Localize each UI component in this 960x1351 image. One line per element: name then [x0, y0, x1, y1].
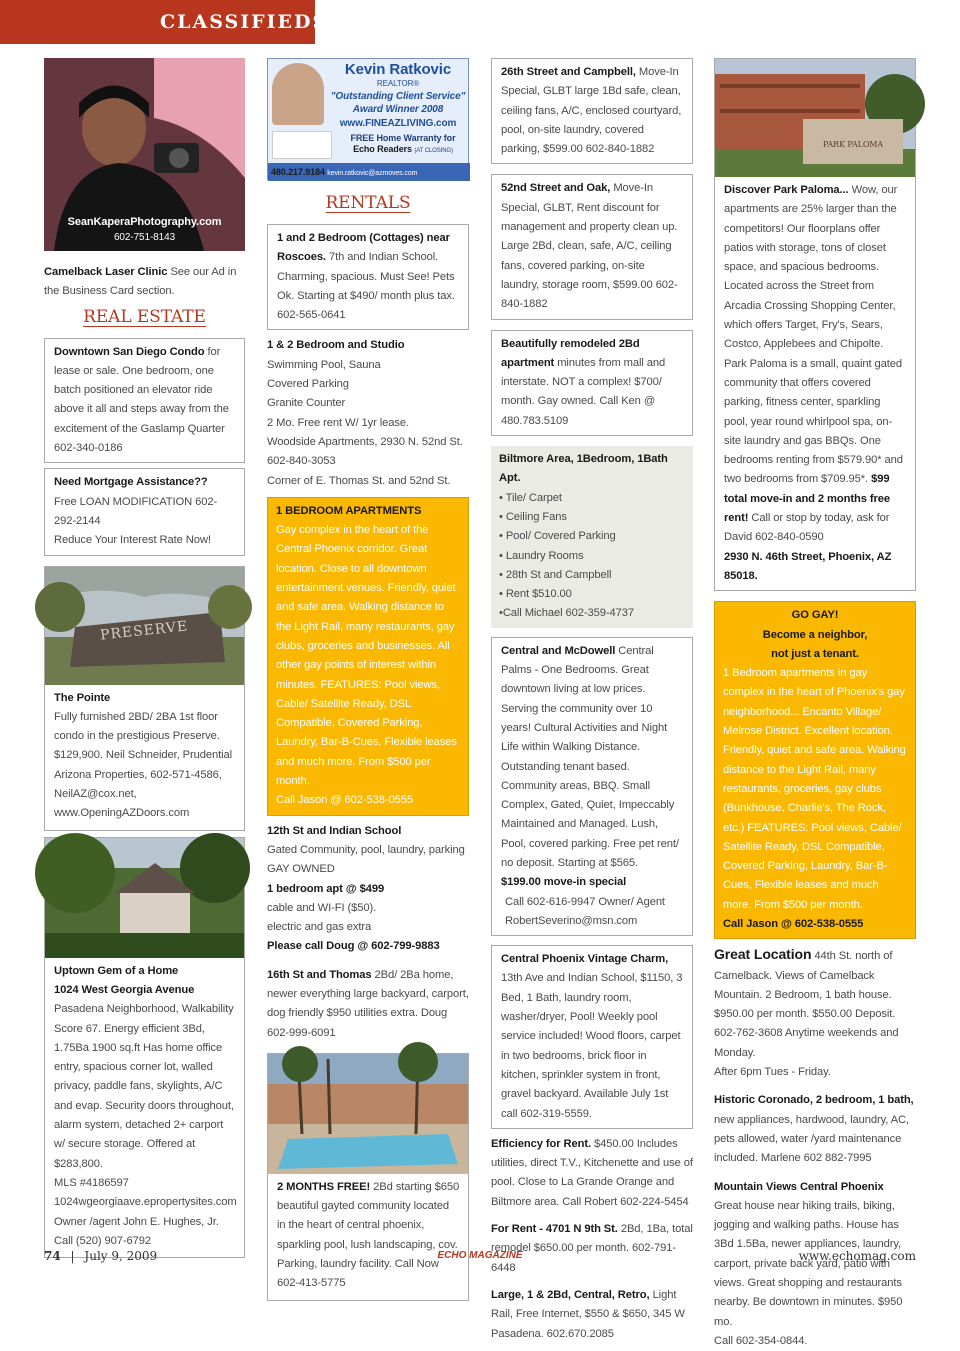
agent-phone: 480.217.9184: [271, 167, 325, 177]
sixteenth-ad: [267, 966, 469, 1043]
one-bedroom-ad: [267, 497, 469, 816]
remodeled-ad: [491, 330, 693, 436]
magazine-site[interactable]: www.echomag.com: [798, 1249, 916, 1263]
twelfth-line: electric and gas extra: [267, 921, 372, 934]
twelfth-price: 1 bedroom apt @ $499: [267, 882, 385, 895]
studio-line: Corner of E. Thomas St. and 52nd St.: [267, 474, 451, 487]
retro-ad: [491, 1286, 693, 1344]
biltmore-item: • Ceiling Fans: [499, 510, 567, 523]
pointe-title: The Pointe: [54, 691, 111, 704]
park-paloma-sign: PARK PALOMA: [822, 140, 884, 149]
studio-line: Swimming Pool, Sauna: [267, 358, 381, 371]
oak-body: Move-In Special, GLBT, Rent discount for management and property clean up. Large 2Bd, clean, safe, A/C, ceiling fans, covered parking, on-site laundry, storage room, $599.00 602-840-1882: [501, 182, 678, 311]
warranty-line1: FREE Home Warranty for: [350, 133, 456, 143]
sixteenth-body: 2Bd/ 2Ba home, newer everything large backyard, carport, dog friendly $950 utilities extra. Doug 602-999-6091: [267, 968, 469, 1039]
real-estate-heading: REAL ESTATE: [83, 306, 206, 327]
retro-body: Light Rail, Free Internet, $550 & $650, 345 W Pasadena. 602.670.2085: [491, 1288, 685, 1340]
pointe-ad: [44, 566, 245, 831]
uptown-body: Pasadena Neighborhood, Walkability Score 67. Energy efficient 3Bd, 1.75Ba 1900 sq.ft Has home office entry, spacious corner lot, walled privacy, paddle fans, skylights, A/C and evap. Security doors throughout, alarm system, detached 2+ carport w/ secure storage. Offered at $283,800.: [54, 1003, 234, 1170]
campbell-title: 26th Street and Campbell,: [501, 66, 636, 78]
park-paloma-title: Discover Park Paloma...: [724, 184, 849, 196]
mcdowell-title: Central and McDowell: [501, 644, 616, 657]
retro-title: Large, 1 & 2Bd, Central, Retro,: [491, 1288, 650, 1301]
uptown-title: Uptown Gem of a Home: [54, 964, 179, 977]
studio-line: Covered Parking: [267, 378, 349, 391]
one-bedroom-body: Gay complex in the heart of the Central Phoenix corridor. Great location. Close to all downtown entertainment venues. Friendly, quiet and safe area. Walking distance to the Light Rail, many restaurants, gay clubs, groceries and businesses. All other gay points of interest within minutes. FEATURES: Pool views, Cable/ Satellite Ready, DSL Compatible, Covered Parking, Laundry, Bar-B-Cues, Flexible leases and much more. From $500 per month.: [276, 524, 457, 788]
go-gay-ad: [714, 601, 916, 939]
efficiency-title: Efficiency for Rent.: [491, 1137, 591, 1150]
remodeled-body: minutes from mall and interstate. NOT a complex! $700/ month. Gay owned. Call Ken @ 480.783.5109: [501, 356, 666, 427]
park-paloma-ad: [714, 58, 916, 591]
mcdowell-body: Central Palms - One Bedrooms. Great downtown living at low prices. Serving the community over 10 years! Cultural Activities and Night Life within Walking Distance. Outstanding tenant based. Community areas, BBQ. Small Complex, Gated, Quiet, Impeccably Maintained and Managed. Lush, Pool, covered parking. Free pet rent/ no deposit. Starting at $565.: [501, 644, 679, 869]
campbell-body: Move-In Special, GLBT large 1Bd safe, clean, ceiling fans, A/C, enclosed courtyard, pool, on-site laundry, covered parking, $599.00 602-840-1882: [501, 66, 682, 156]
studio-line: Granite Counter: [267, 397, 346, 410]
go-gay-call: Call Jason @ 602-538-0555: [723, 917, 864, 930]
mountain-views-body: Great house near hiking trails, biking, jogging and walking paths. House has 3Bd 1.5Ba, newer appliances, laundry, carport, private back yard, patio with views. Great shopping and restaurants nearby. Be downtown in minutes. $950 mo.: [714, 1199, 903, 1328]
photographer-photo: [44, 58, 245, 251]
agent-award: Award Winner 2008: [352, 104, 444, 115]
biltmore-item: • Tile/ Carpet: [499, 491, 562, 504]
oak-title: 52nd Street and Oak,: [501, 182, 611, 195]
footer-separator: |: [70, 1249, 75, 1263]
park-paloma-photo: [715, 59, 915, 177]
efficiency-ad: [491, 1135, 693, 1212]
go-gay-subtitle: Become a neighbor,: [762, 628, 868, 641]
mortgage-line2: Reduce Your Interest Rate Now!: [54, 534, 211, 547]
agent-banner: [267, 58, 469, 180]
sixteenth-title: 16th St and Thomas: [267, 968, 372, 981]
vintage-title: Central Phoenix Vintage Charm,: [501, 953, 669, 966]
mortgage-ad: [44, 468, 245, 555]
agent-photo: [272, 63, 324, 125]
house-photo: [45, 838, 244, 958]
biltmore-item: • Laundry Rooms: [499, 549, 584, 562]
studio-line: 602-840-3053: [267, 455, 336, 468]
twelfth-call: Please call Doug @ 602-799-9883: [267, 940, 440, 953]
remodeled-title: Beautifully remodeled 2Bd apartment: [501, 337, 640, 369]
warranty-line2: [338, 144, 468, 157]
uptown-owner: Owner /agent John E. Hughes, Jr.: [54, 1215, 219, 1228]
twelfth-line: cable and WI-FI ($50).: [267, 901, 377, 914]
mortgage-line1: Free LOAN MODIFICATION 602-292-2144: [54, 495, 218, 527]
pointe-body: Fully furnished 2BD/ 2BA 1st floor condo in the prestigious Preserve. $129,900. Neil Schneider, Prudential Arizona Properties, 602-571-4586, NeilAZ@cox.net, www.OpeningAZDoors.com: [54, 710, 233, 820]
company-logos: [272, 131, 332, 159]
coronado-title: Historic Coronado, 2 bedroom, 1 bath,: [714, 1094, 914, 1107]
biltmore-title: Biltmore Area, 1Bedroom, 1Bath Apt.: [499, 453, 668, 485]
park-paloma-body: Wow, our apartments are 25% larger than the competitors! Our floorplans offer patios with storage, tons of closet space, and spacious bedrooms. Located across the Street from Arcadia Crossing Shopping Center, which offers Target, Fry's, Sears, Costco, Applebees and Chipolte. Park Paloma is a small, quaint gated community that offers covered parking, fitness center, sparkling pool, year round whirlpool spa, on-site laundry and gas BBQs. One bedrooms renting from $579.90* and two bedrooms from $709.95*.: [724, 184, 903, 486]
page-footer: [44, 1249, 916, 1265]
ninth-body: 2Bd, 1Ba, total remodel $650.00 per month. 602-791-6448: [491, 1223, 693, 1274]
coronado-ad: [714, 1091, 916, 1168]
agent-site: www.FINEAZLIVING.com: [339, 118, 457, 129]
classifieds-header: [0, 0, 329, 44]
twelfth-line: GAY OWNED: [267, 863, 335, 876]
agent-quote: "Outstanding Client Service": [330, 91, 466, 102]
preserve-photo: [45, 567, 244, 685]
warranty-closing: (AT CLOSING): [414, 148, 453, 154]
campbell-ad: [491, 58, 693, 164]
two-months-body: 2Bd starting $650 beautiful gayted community located in the heart of central phoenix, sparkling pool, lush landscaping, cov. Parking, laundry facility. Call Now 602-413-5775: [277, 1180, 460, 1290]
mcdowell-call: Call 602-616-9947 Owner/ Agent RobertSeverino@msn.com: [505, 895, 665, 927]
rentals-heading: RENTALS: [325, 193, 411, 213]
ninth-title: For Rent - 4701 N 9th St.: [491, 1223, 618, 1236]
park-paloma-deal: $99 total move-in and 2 months free rent!: [724, 473, 890, 525]
cottages-body: 7th and Indian School. Charming, spacious. Must See! Pets Ok. Starting at $490/ month plus tax. 602-565-0641: [277, 251, 455, 322]
uptown-ad: [44, 837, 245, 1258]
vintage-ad: [491, 945, 693, 1129]
studio-line: Woodside Apartments, 2930 N. 52nd St.: [267, 435, 463, 448]
efficiency-body: $450.00 Includes utilities, direct T.V., Kitchenette and use of pool. Close to La Grande Orange and Biltmore area. Call Robert 602-224-5454: [491, 1137, 693, 1208]
camelback-title: Camelback Laser Clinic: [44, 266, 168, 278]
warranty-echo: Echo Readers: [353, 144, 412, 154]
camelback-body: See our Ad in the Business Card section.: [44, 266, 237, 298]
uptown-address: 1024 West Georgia Avenue: [54, 983, 195, 996]
magazine-name: ECHO MAGAZINE: [437, 1250, 523, 1261]
park-paloma-address: 2930 N. 46th Street, Phoenix, AZ 85018.: [724, 550, 892, 582]
oak-ad: [491, 174, 693, 319]
mountain-views-title: Mountain Views Central Phoenix: [714, 1180, 884, 1193]
mountain-views-call: Call 602-354-0844.: [714, 1334, 808, 1347]
photo-phone: 602-751-8143: [113, 232, 176, 243]
one-bedroom-title: 1 BEDROOM APARTMENTS: [276, 504, 422, 517]
san-diego-ad: [44, 338, 245, 464]
san-diego-body: for lease or sale. One bedroom, one batch positioned an elevator ride above it all and steps away from the excitement of the Gaslamp Quarter 602-340-0186: [54, 345, 229, 455]
photo-credit: SeanKaperaPhotography.com: [67, 216, 222, 228]
mcdowell-special: $199.00 move-in special: [501, 876, 627, 889]
agent-contact-bar: [268, 163, 470, 181]
great-location-after: After 6pm Tues - Friday.: [714, 1066, 831, 1079]
twelfth-ad: [267, 822, 469, 957]
column-4: [714, 58, 916, 1351]
agent-email: kevin.ratkovic@azmoves.com: [327, 170, 418, 177]
biltmore-item: • 28th St and Campbell: [499, 568, 612, 581]
issue-date: July 9, 2009: [84, 1249, 158, 1263]
twelfth-line: Gated Community, pool, laundry, parking: [267, 843, 465, 856]
column-1: [44, 58, 245, 1258]
page-number: 74: [44, 1249, 61, 1263]
pool-photo: [268, 1054, 468, 1174]
biltmore-item: • Pool/ Covered Parking: [499, 530, 616, 543]
camelback-ad: [44, 263, 245, 302]
great-location-body: 44th St. north of Camelback. Views of Camelback Mountain. 2 Bedroom, 1 bath house. $950.00 per month. $550.00 Deposit. 602-762-3608 Anytime weekends and Monday.: [714, 950, 899, 1059]
agent-role: REALTOR®: [376, 79, 420, 88]
coronado-body: new appliances, hardwood, laundry, AC, pets allowed, water /yard maintenance included. Marlene 602 882-7995: [714, 1113, 910, 1165]
twelfth-title: 12th St and Indian School: [267, 824, 402, 837]
header-title: CLASSIFIEDS: [160, 11, 329, 33]
biltmore-item: • Rent $510.00: [499, 588, 572, 601]
uptown-mls: MLS #4186597: [54, 1176, 129, 1189]
go-gay-tagline: not just a tenant.: [771, 647, 859, 660]
go-gay-title: GO GAY!: [791, 609, 839, 622]
cottages-title: 1 and 2 Bedroom (Cottages) near Roscoes.: [277, 232, 450, 264]
cottages-ad: [267, 224, 469, 330]
one-bedroom-call: Call Jason @ 602-538-0555: [276, 794, 413, 807]
column-2: [267, 58, 469, 1301]
biltmore-item: •Call Michael 602-359-4737: [499, 607, 635, 620]
studio-line: 2 Mo. Free rent W/ 1yr lease.: [267, 416, 409, 429]
vintage-body: 13th Ave and Indian School, $1150, 3 Bed, 1 Bath, laundry room, washer/dryer, Pool! Weekly pool service included! Wood floors, carpet in two bedrooms, brick floor in kitchen, sprinkler system in front, gravel backyard. Available July 1st call 602-319-5559.: [501, 972, 683, 1120]
two-months-title: 2 MONTHS FREE!: [277, 1180, 371, 1193]
great-location-ad: [714, 945, 916, 1082]
great-location-title: Great Location: [714, 946, 812, 963]
mcdowell-ad: [491, 637, 693, 936]
column-3: [491, 58, 693, 1344]
uptown-site: 1024wgeorgiaave.epropertysites.com: [54, 1196, 237, 1209]
agent-name: Kevin Ratkovic: [344, 61, 452, 78]
studio-title: 1 & 2 Bedroom and Studio: [267, 339, 405, 352]
preserve-sign: PRESERVE: [99, 617, 189, 644]
go-gay-body: 1 Bedroom apartments in gay complex in the heart of Phoenix's gay neighborhood... Encanto Village/ Melrose District. Excellent location. Friendly, quiet and safe area. Walking distance to the Light Rail, many restaurants, groceries, gay clubs (Bunkhouse, Charlie's, The Rock, etc.) FEATURES: Pool views, Cable/ Satellite Ready, DSL Compatible, Covered Parking, Laundry, Bar-B-Cues, Flexible leases and much more. From $500 per month.: [723, 667, 906, 911]
san-diego-title: Downtown San Diego Condo: [54, 345, 205, 358]
studio-ad: [267, 336, 469, 490]
mortgage-title: Need Mortgage Assistance??: [54, 476, 208, 489]
park-paloma-call: Call or stop by today, ask for David 602-840-0590: [724, 512, 890, 544]
uptown-call: Call (520) 907-6792: [54, 1234, 151, 1247]
biltmore-ad: [491, 446, 693, 628]
